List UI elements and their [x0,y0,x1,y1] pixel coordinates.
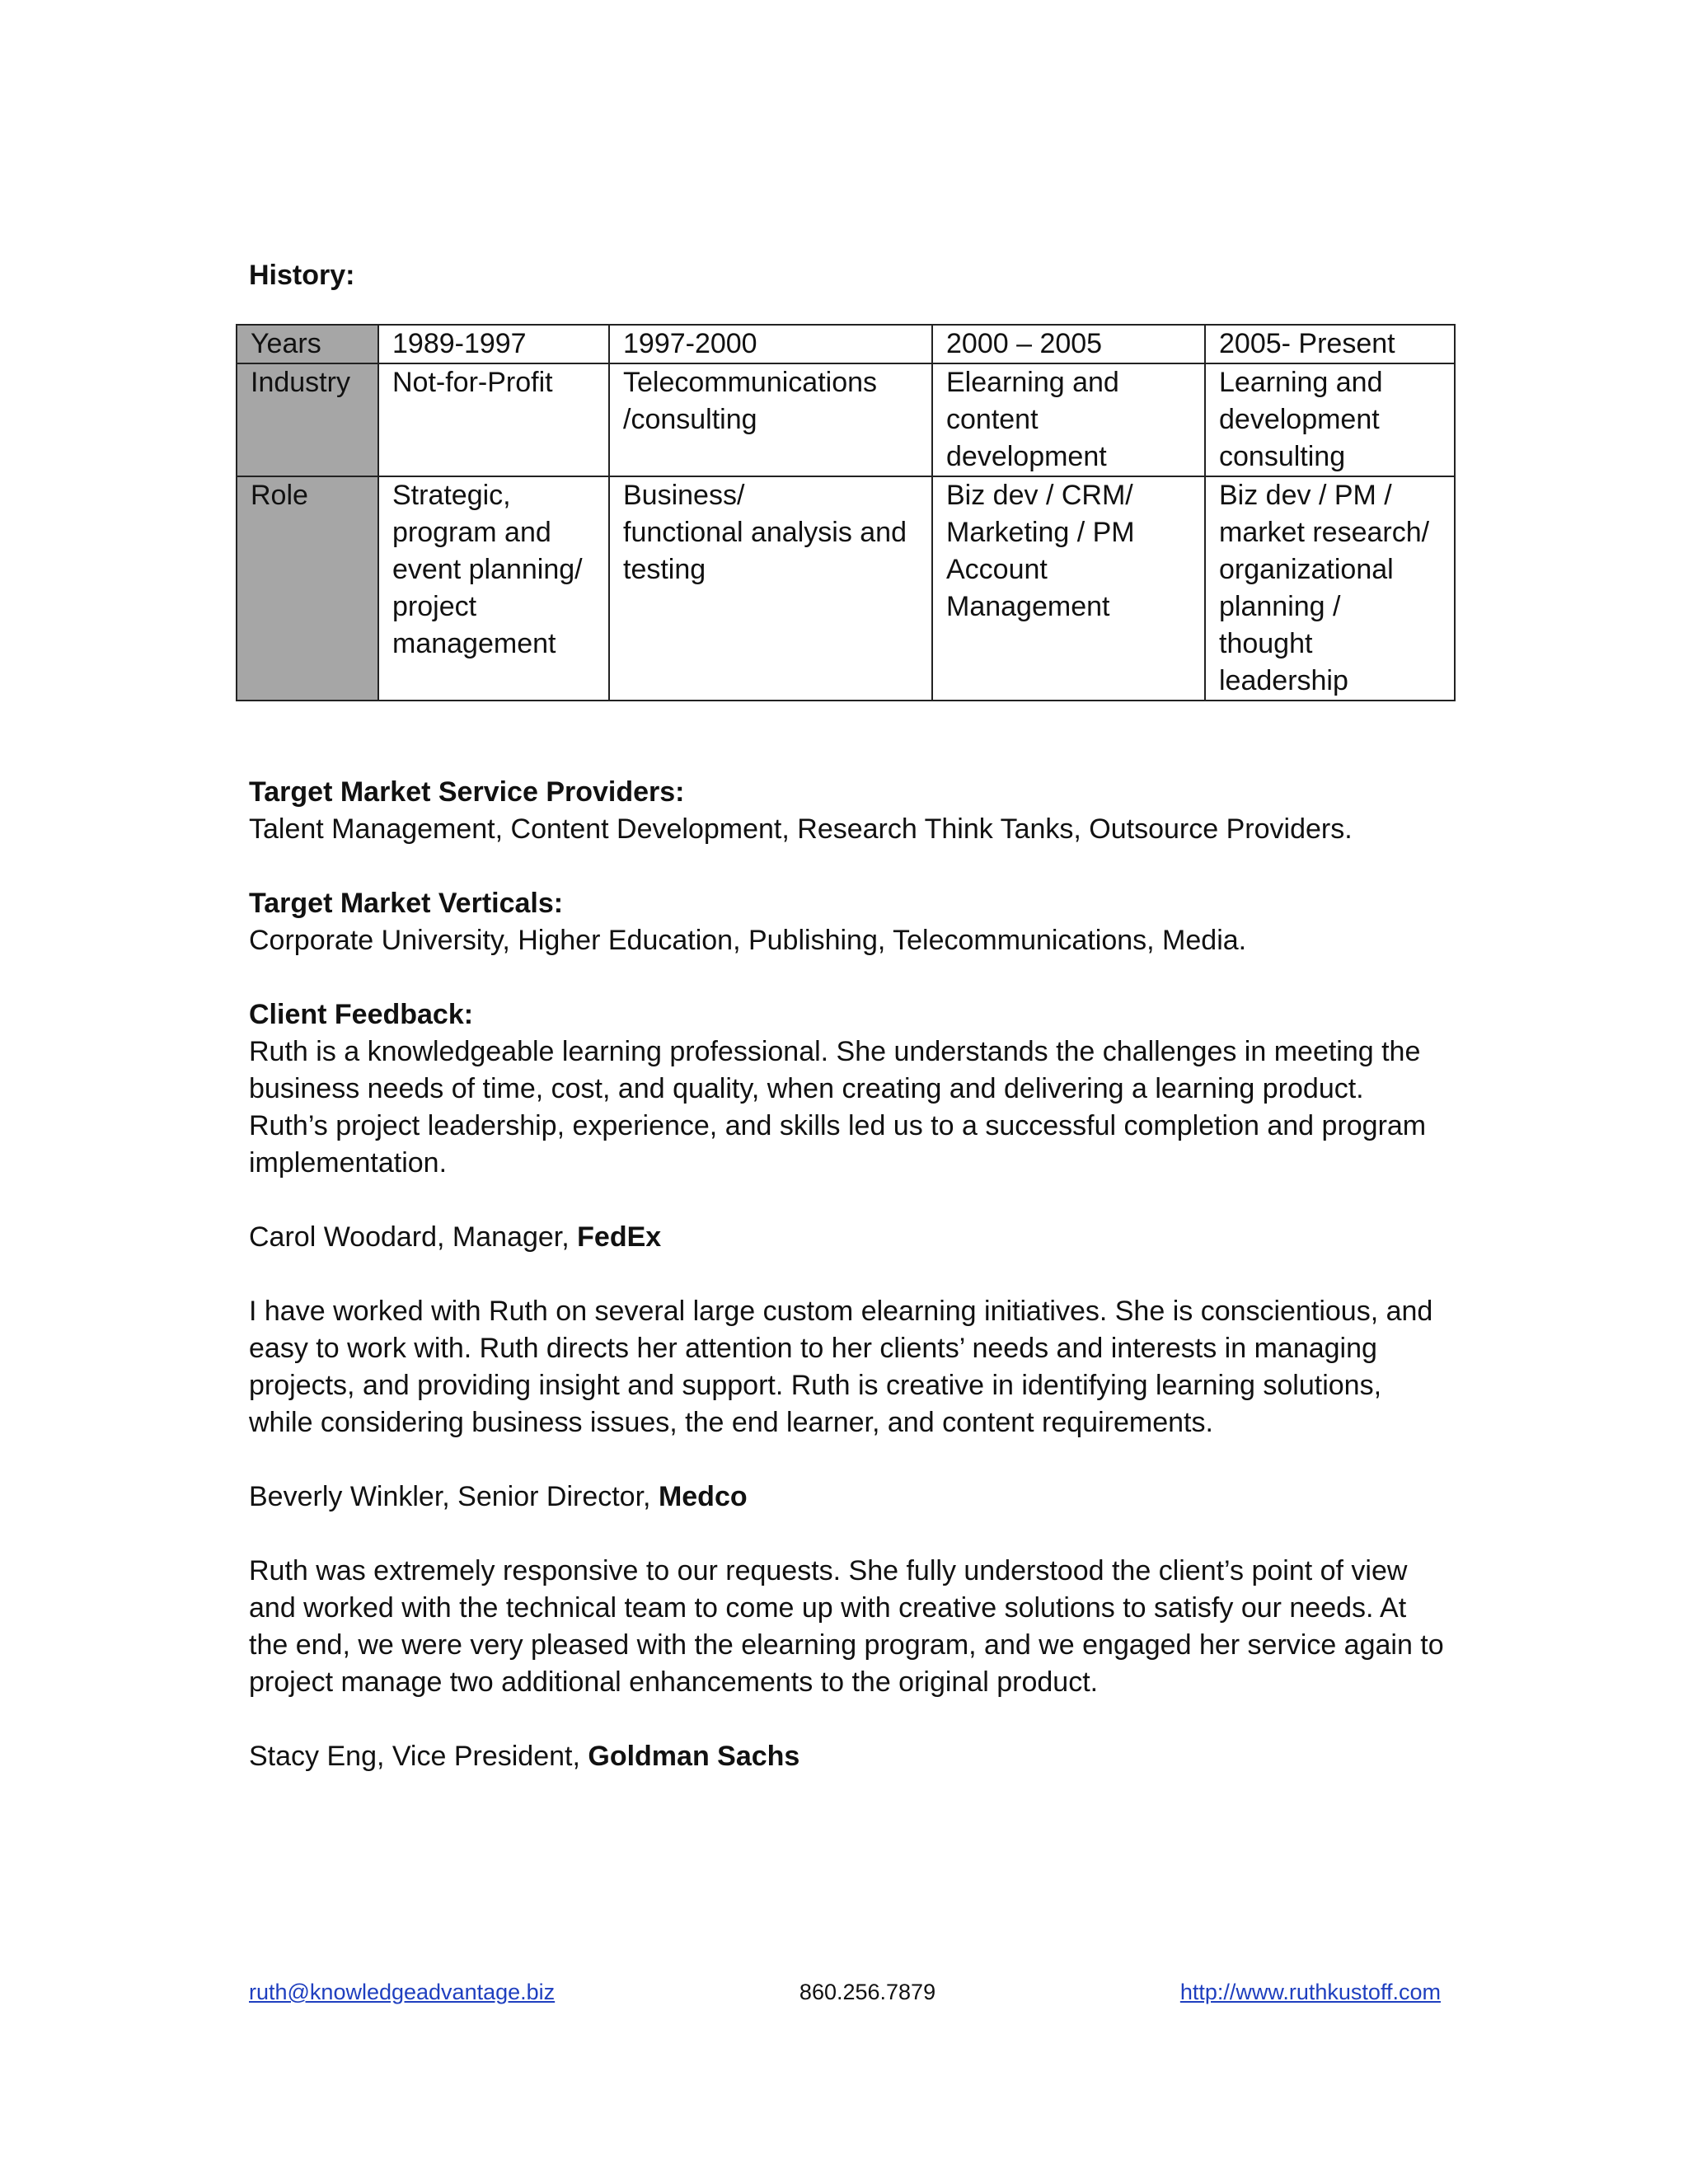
history-cell-line: Elearning and [946,367,1119,398]
history-row-label: Role [237,476,378,701]
history-cell-line: functional analysis and [623,517,907,548]
history-cell-line: Account [946,554,1048,585]
testimonial-attribution [249,1738,1452,1775]
history-cell-line: 2005- Present [1219,328,1395,359]
history-cell-line: development [946,441,1107,472]
history-table [236,324,1456,701]
verticals-section [249,885,1452,959]
history-cell [609,325,932,363]
history-table-body [237,325,1455,701]
testimonial [249,1293,1452,1516]
history-row [237,325,1455,363]
testimonial-line: easy to work with. Ruth directs her attention to her clients’ needs and interests in managing [249,1333,1377,1364]
email-link[interactable]: ruth@knowledgeadvantage.biz [249,1980,556,2004]
testimonial [249,1033,1452,1256]
testimonial-line: Ruth is a knowledgeable learning professional. She understands the challenges in meeting the [249,1036,1421,1067]
history-cell [378,325,609,363]
history-cell-line: testing [623,554,706,585]
history-cell [378,476,609,701]
history-cell [609,363,932,476]
history-cell-line: /consulting [623,404,757,435]
page-content [249,257,1452,1775]
history-cell [932,325,1205,363]
verticals-heading: Target Market Verticals: [249,888,564,919]
testimonial-attribution [249,1479,1452,1516]
attribution-person: Carol Woodard, Manager, [249,1221,578,1253]
attribution-organization: Medco [658,1481,748,1512]
history-cell-line: development [1219,404,1380,435]
history-cell [609,476,932,701]
testimonial-line: business needs of time, cost, and quality, when creating and delivering a learning product. [249,1073,1364,1104]
history-cell-line: project [392,591,477,622]
history-cell-line: Telecommunications [623,367,878,398]
history-row [237,363,1455,476]
attribution-organization: FedEx [577,1221,662,1253]
testimonial-line: I have worked with Ruth on several large custom elearning initiatives. She is conscientious, and [249,1296,1433,1327]
testimonial [249,1553,1452,1775]
history-cell-line: Business/ [623,480,745,511]
history-cell-line: Biz dev / PM / [1219,480,1392,511]
testimonial-line: projects, and providing insight and support. Ruth is creative in identifying learning solutions, [249,1370,1382,1401]
attribution-organization: Goldman Sachs [588,1741,800,1772]
service-providers-section [249,774,1452,848]
testimonial-line: Ruth’s project leadership, experience, and skills led us to a successful completion and program [249,1110,1427,1141]
verticals-text: Corporate University, Higher Education, Publishing, Telecommunications, Media. [249,925,1247,956]
history-cell-line: program and [392,517,551,548]
history-cell [932,476,1205,701]
history-heading: History: [249,260,355,291]
history-row-label: Industry [237,363,378,476]
history-cell-line: 1989-1997 [392,328,527,359]
history-cell-line: Marketing / PM [946,517,1135,548]
phone-number: 860.256.7879 [799,1980,936,2004]
history-cell-line: management [392,628,556,659]
client-feedback-heading: Client Feedback: [249,999,474,1030]
attribution-person: Beverly Winkler, Senior Director, [249,1481,659,1512]
testimonial-line: project manage two additional enhancements to the original product. [249,1666,1099,1698]
history-cell [1205,325,1455,363]
history-cell-line: thought [1219,628,1313,659]
testimonial-line: and worked with the technical team to come up with creative solutions to satisfy our needs. At [249,1592,1407,1624]
history-cell-line: Learning and [1219,367,1383,398]
history-cell [1205,363,1455,476]
page-footer [249,1978,1441,2006]
testimonial-attribution [249,1219,1452,1256]
history-cell-line: content [946,404,1039,435]
website-link[interactable]: http://www.ruthkustoff.com [1179,1980,1441,2004]
history-row [237,476,1455,701]
history-cell-line: Strategic, [392,480,511,511]
service-providers-heading: Target Market Service Providers: [249,776,685,808]
history-cell [932,363,1205,476]
history-cell-line: Management [946,591,1110,622]
history-cell-line: planning / [1219,591,1341,622]
history-cell [378,363,609,476]
history-cell [1205,476,1455,701]
service-providers-text: Talent Management, Content Development, Research Think Tanks, Outsource Providers. [249,813,1353,845]
testimonial-line: the end, we were very pleased with the elearning program, and we engaged her service again to [249,1629,1444,1661]
testimonial-line: implementation. [249,1147,448,1179]
history-cell-line: event planning/ [392,554,583,585]
testimonial-line: while considering business issues, the end learner, and content requirements. [249,1407,1213,1438]
history-cell-line: leadership [1219,665,1348,696]
history-cell-line: Biz dev / CRM/ [946,480,1133,511]
history-cell-line: organizational [1219,554,1394,585]
history-row-label: Years [237,325,378,363]
client-feedback-section [249,996,1452,1775]
history-cell-line: Not-for-Profit [392,367,553,398]
testimonial-line: Ruth was extremely responsive to our requests. She fully understood the client’s point of view [249,1555,1408,1586]
history-cell-line: consulting [1219,441,1346,472]
attribution-person: Stacy Eng, Vice President, [249,1741,588,1772]
history-cell-line: market research/ [1219,517,1430,548]
history-cell-line: 2000 – 2005 [946,328,1103,359]
history-cell-line: 1997-2000 [623,328,757,359]
